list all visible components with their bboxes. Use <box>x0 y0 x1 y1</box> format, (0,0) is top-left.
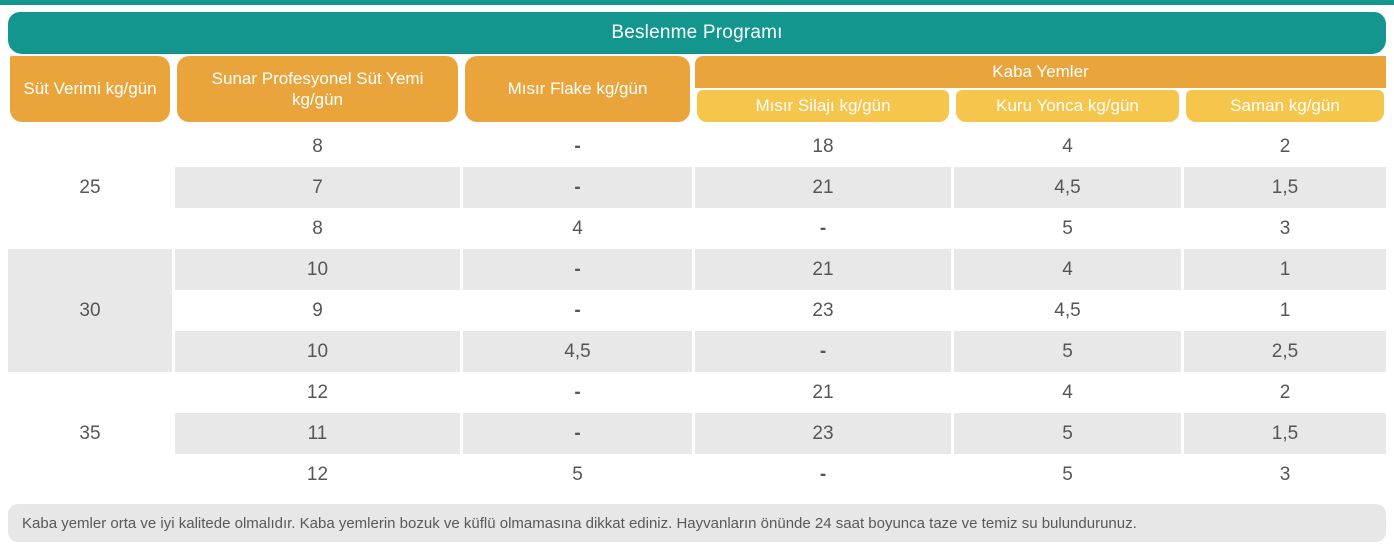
data-cell <box>1184 167 1386 208</box>
data-cell <box>1184 454 1386 495</box>
cell-value: 5 <box>1062 340 1073 362</box>
cell-value: 5 <box>1062 422 1073 444</box>
data-cell <box>954 249 1181 290</box>
data-cell <box>954 331 1181 372</box>
table-title: Beslenme Programı <box>611 22 783 43</box>
table-title-bar <box>8 12 1386 54</box>
cell-value: 18 <box>812 135 834 157</box>
cell-value: 23 <box>812 422 834 444</box>
top-accent-bar <box>0 0 1394 5</box>
subcolumn-header-label: Kuru Yonca kg/gün <box>996 96 1139 115</box>
data-cell <box>463 372 692 413</box>
data-cell <box>954 208 1181 249</box>
cell-value: 11 <box>307 422 328 444</box>
cell-value: 4,5 <box>1054 299 1081 321</box>
data-cell <box>1184 413 1386 454</box>
subcolumn-header-corn-silage <box>697 90 949 122</box>
subcolumn-header-label: Saman kg/gün <box>1230 96 1340 115</box>
data-cell <box>463 331 692 372</box>
data-cell <box>954 126 1181 167</box>
data-cell <box>954 454 1181 495</box>
data-cell <box>463 290 692 331</box>
cell-value: 5 <box>1062 463 1073 485</box>
milk-yield-cell: 25 <box>8 126 172 249</box>
data-cell <box>1184 290 1386 331</box>
dash-value: - <box>819 463 827 485</box>
data-cell <box>175 290 460 331</box>
cell-value: 2,5 <box>1271 340 1299 362</box>
dash-value: - <box>574 299 581 321</box>
data-cell <box>175 249 460 290</box>
subcolumn-header-straw <box>1186 90 1384 122</box>
data-cell <box>463 208 692 249</box>
cell-value: 2 <box>1279 135 1291 157</box>
data-cell <box>175 167 460 208</box>
cell-value: 8 <box>312 135 323 157</box>
dash-value: - <box>574 176 581 198</box>
milk-yield-cell: 30 <box>8 249 172 372</box>
data-cell <box>695 208 951 249</box>
column-header-label: Sunar Profesyonel Süt Yemi kg/gün <box>211 68 424 109</box>
data-cell <box>1184 372 1386 413</box>
subcolumn-header-dry-alfalfa <box>956 90 1179 122</box>
cell-value: 12 <box>306 381 329 403</box>
data-cell <box>954 167 1181 208</box>
data-cell <box>954 290 1181 331</box>
cell-value: 10 <box>306 340 329 362</box>
data-cell <box>695 167 951 208</box>
dash-value: - <box>574 258 581 280</box>
cell-value: 3 <box>1279 463 1291 485</box>
data-cell <box>695 454 951 495</box>
milk-yield-cell: 35 <box>8 372 172 495</box>
data-cell <box>175 372 460 413</box>
cell-value: 4,5 <box>1054 176 1081 198</box>
roughage-subheader-row <box>695 90 1386 122</box>
data-cell <box>463 167 692 208</box>
data-cell <box>1184 249 1386 290</box>
column-header-corn-flake <box>465 56 690 122</box>
cell-value: 5 <box>572 463 583 485</box>
data-cell <box>695 249 951 290</box>
data-cell <box>175 126 460 167</box>
cell-value: 1 <box>1279 299 1291 321</box>
data-cell <box>695 331 951 372</box>
cell-value: 4 <box>1062 381 1073 403</box>
column-header-milk-yield <box>10 56 170 122</box>
cell-value: 5 <box>1062 217 1073 239</box>
column-header-sunar-feed <box>177 56 458 122</box>
cell-value: 23 <box>812 299 834 321</box>
dash-value: - <box>574 381 581 403</box>
data-cell <box>463 454 692 495</box>
cell-value: 1,5 <box>1271 422 1299 444</box>
cell-value: 21 <box>812 381 834 403</box>
cell-value: 10 <box>306 258 329 280</box>
column-header-label: Süt Verimi kg/gün <box>23 79 157 99</box>
roughage-group-label: Kaba Yemler <box>992 62 1089 81</box>
dash-value: - <box>819 340 827 362</box>
data-cell <box>1184 208 1386 249</box>
cell-value: 7 <box>312 176 323 198</box>
data-cell <box>695 126 951 167</box>
cell-value: 8 <box>312 217 323 239</box>
data-cell <box>175 208 460 249</box>
cell-value: 2 <box>1279 381 1291 403</box>
cell-value: 3 <box>1279 217 1291 239</box>
cell-value: 4 <box>572 217 583 239</box>
data-cell <box>1184 331 1386 372</box>
cell-value: 1,5 <box>1271 176 1299 198</box>
dash-value: - <box>574 422 581 444</box>
footer-note: Kaba yemler orta ve iyi kalitede olmalıdır. Kaba yemlerin bozuk ve küflü olmamasına dikkat ediniz. Hayvanların önünde 24 saat boyunca taze ve temiz su bulundurunuz. <box>22 514 1137 532</box>
data-cell <box>463 249 692 290</box>
footer-note-bar <box>8 504 1386 542</box>
data-cell <box>175 413 460 454</box>
data-cell <box>1184 126 1386 167</box>
roughage-group-header <box>695 56 1386 88</box>
column-header-label: Mısır Flake kg/gün <box>507 79 648 99</box>
data-cell <box>954 372 1181 413</box>
cell-value: 4 <box>1062 258 1073 280</box>
data-cell <box>695 413 951 454</box>
data-cell <box>695 290 951 331</box>
cell-value: 4 <box>1062 135 1073 157</box>
data-cell <box>463 413 692 454</box>
data-cell <box>175 331 460 372</box>
table-header-row <box>8 56 1386 122</box>
data-cell <box>954 413 1181 454</box>
data-cell <box>463 126 692 167</box>
table-body <box>8 126 1386 495</box>
dash-value: - <box>574 135 581 157</box>
cell-value: 1 <box>1279 258 1291 280</box>
roughage-header-group <box>695 56 1386 122</box>
subcolumn-header-label: Mısır Silajı kg/gün <box>755 96 891 115</box>
cell-value: 4,5 <box>564 340 591 362</box>
dash-value: - <box>819 217 827 239</box>
cell-value: 9 <box>312 299 323 321</box>
cell-value: 21 <box>812 176 834 198</box>
data-cell <box>695 372 951 413</box>
cell-value: 12 <box>306 463 329 485</box>
cell-value: 21 <box>812 258 834 280</box>
data-cell <box>175 454 460 495</box>
